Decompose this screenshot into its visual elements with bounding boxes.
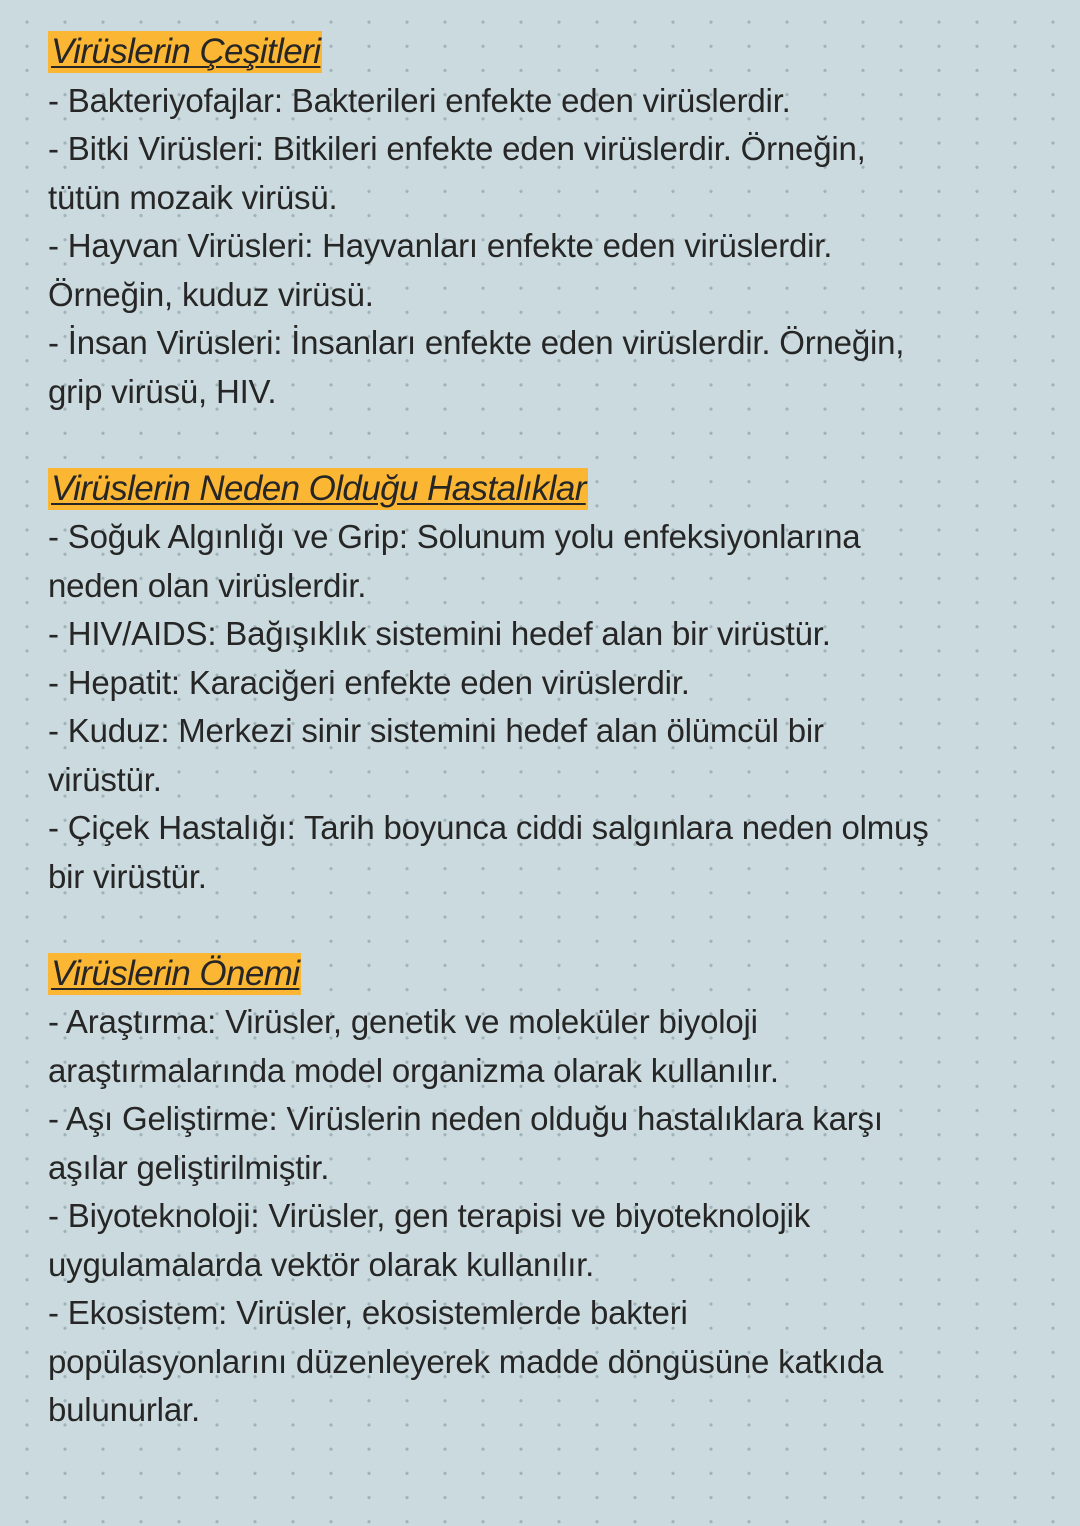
text-line: - Soğuk Algınlığı ve Grip: Solunum yolu enfeksiyonlarına <box>48 518 861 555</box>
section-virus-types <box>48 28 1040 416</box>
heading-highlight: Virüslerin Çeşitleri <box>48 31 322 73</box>
text-line: Örneğin, kuduz virüsü. <box>48 275 374 313</box>
text-line: - İnsan Virüsleri: İnsanları enfekte eden virüslerdir. Örneğin, <box>48 324 905 361</box>
text-line: uygulamalarda vektör olarak kullanılır. <box>48 1245 595 1283</box>
section-heading <box>48 465 1040 514</box>
section-heading <box>48 950 1040 999</box>
heading-highlight: Virüslerin Neden Olduğu Hastalıklar <box>48 468 588 510</box>
text-line: - Aşı Geliştirme: Virüslerin neden olduğu hastalıklara karşı <box>48 1100 883 1137</box>
section-virus-importance <box>48 950 1040 1435</box>
text-line: - Ekosistem: Virüsler, ekosistemlerde bakteri <box>48 1294 688 1331</box>
text-line: aşılar geliştirilmiştir. <box>48 1148 330 1186</box>
text-line: - Kuduz: Merkezi sinir sistemini hedef alan ölümcül bir <box>48 712 824 749</box>
heading-highlight: Virüslerin Önemi <box>48 953 301 995</box>
text-line: tütün mozaik virüsü. <box>48 178 338 216</box>
text-line: neden olan virüslerdir. <box>48 566 367 604</box>
text-line: - Bitki Virüsleri: Bitkileri enfekte eden virüslerdir. Örneğin, <box>48 130 866 167</box>
text-line: - HIV/AIDS: Bağışıklık sistemini hedef alan bir virüstür. <box>48 615 831 652</box>
text-line: popülasyonlarını düzenleyerek madde döngüsüne katkıda <box>48 1342 884 1380</box>
section-heading <box>48 28 1040 77</box>
text-line: - Biyoteknoloji: Virüsler, gen terapisi ve biyoteknolojik <box>48 1197 811 1234</box>
text-line: bulunurlar. <box>48 1391 200 1428</box>
text-line: araştırmalarında model organizma olarak kullanılır. <box>48 1051 779 1089</box>
text-line: virüstür. <box>48 760 162 798</box>
text-line: - Bakteriyofajlar: Bakterileri enfekte eden virüslerdir. <box>48 81 791 119</box>
text-line: - Hayvan Virüsleri: Hayvanları enfekte eden virüslerdir. <box>48 227 833 264</box>
text-line: - Hepatit: Karaciğeri enfekte eden virüslerdir. <box>48 663 690 701</box>
text-line: - Çiçek Hastalığı: Tarih boyunca ciddi salgınlara neden olmuş <box>48 809 929 846</box>
section-virus-diseases <box>48 465 1040 902</box>
text-line: grip virüsü, HIV. <box>48 372 277 410</box>
text-line: - Araştırma: Virüsler, genetik ve moleküler biyoloji <box>48 1003 758 1040</box>
text-line: bir virüstür. <box>48 857 207 895</box>
